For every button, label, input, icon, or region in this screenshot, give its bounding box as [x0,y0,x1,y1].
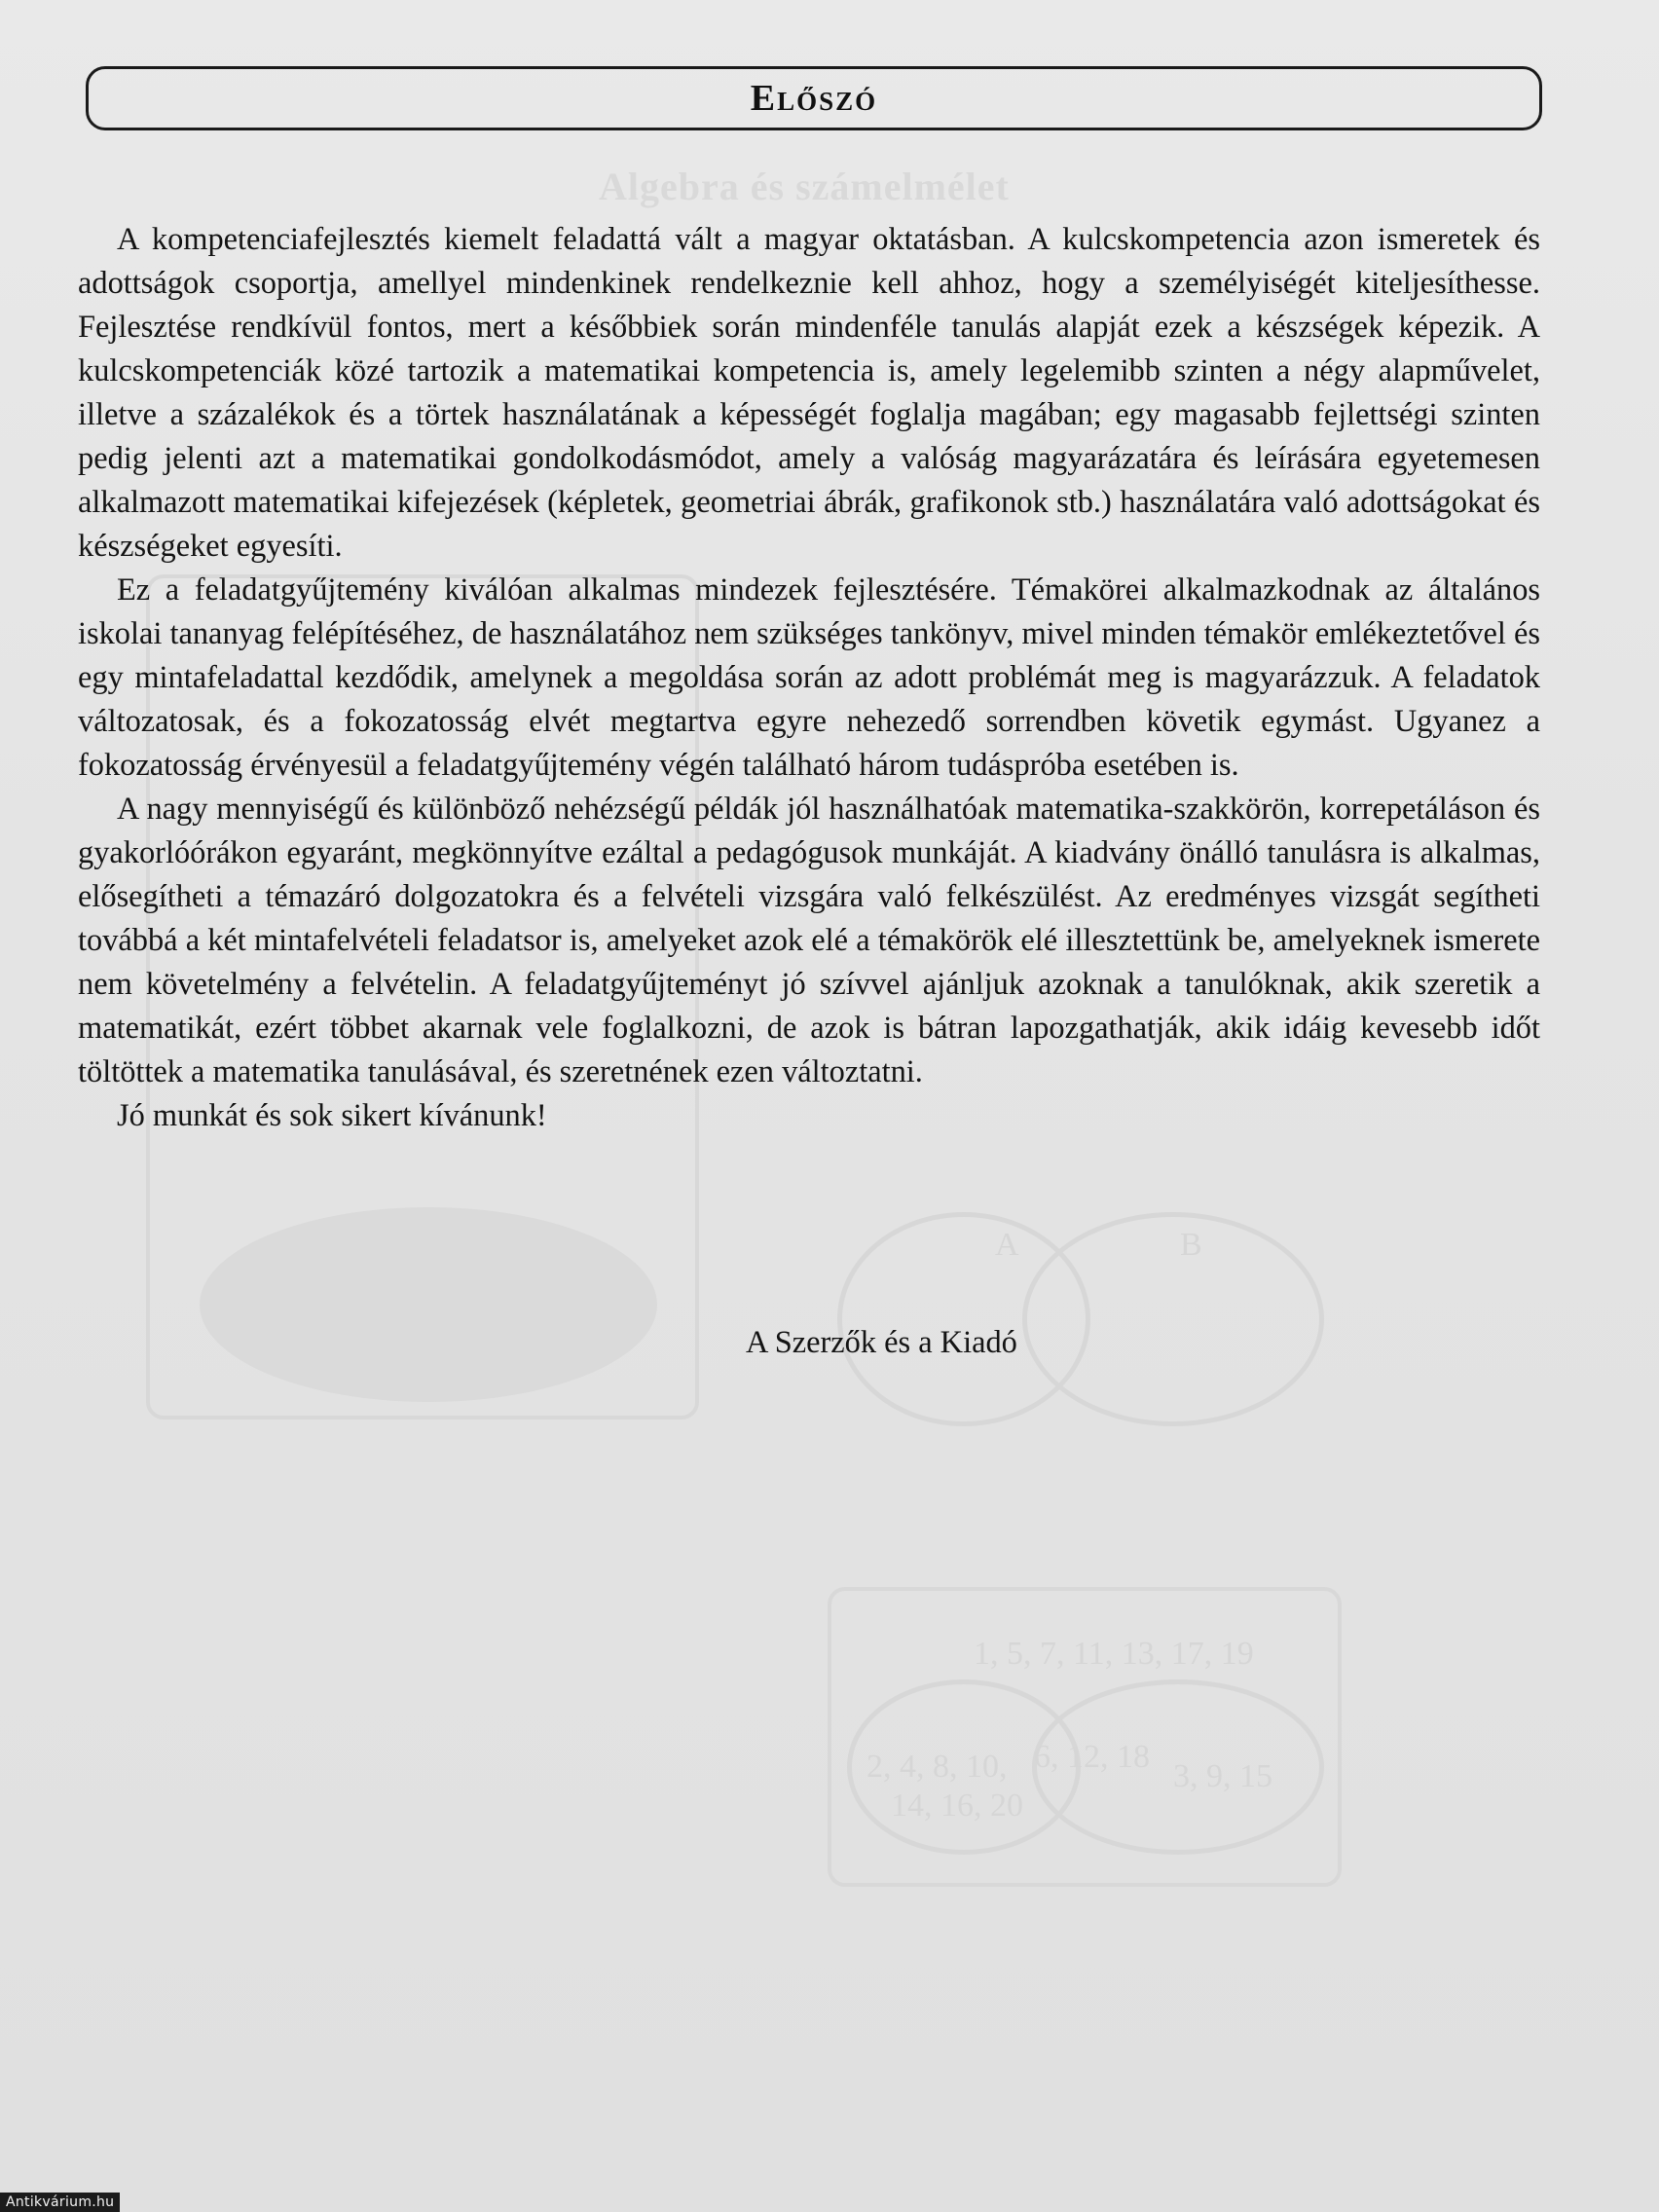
show-through-set-b-values: 3, 9, 15 [1173,1758,1272,1794]
title-frame [86,66,1542,130]
show-through-set-a-values: 2, 4, 8, 10, [866,1749,1008,1785]
paragraph: Ez a feladatgyűjtemény kiválóan alkalmas mindezek fejlesztésére. Témakörei alkalmazkodnak az általános iskolai tananyag felépítéséhez, de használatához nem szükséges tankönyv, mivel minden témakör emlékeztetővel és egy mintafeladattal kezdődik, amelynek a megoldása során az adott problémát meg is magyarázzuk. A feladatok változatosak, és a fokozatosság elvét megtartva egyre nehezedő sorrendben követik egymást. Ugyanez a fokozatosság érvényesül a feladatgyűjtemény végén található három tudáspróba esetében is. [78,572,1540,783]
signature: A Szerzők és a Kiadó [746,1325,1017,1360]
show-through-solid-ellipse [200,1207,657,1402]
foreword-body [78,218,1540,1138]
show-through-set-a-label: A [995,1227,1019,1263]
show-through-heading: Algebra és számelmélet [599,165,1010,208]
show-through-intersection-values: 6, 12, 18 [1034,1739,1150,1775]
show-through-set-b-label: B [1180,1227,1202,1263]
paragraph: A nagy mennyiségű és különböző nehézségű példák jól használhatóak matematika-szakkörön, korrepetáláson és gyakorlóórákon egyaránt, megkönnyítve ezáltal a pedagógusok munkáját. A kiadvány önálló tanulásra is alkalmas, elősegítheti a témazáró dolgozatokra és a felvételi vizsgára való felkészülést. Az eredményes vizsgát segítheti továbbá a két mintafelvételi feladatsor is, amelyeket azok elé a témakörök elé illesztettünk be, amelyeknek ismerete nem követelmény a felvételin. A feladatgyűjteményt jó szívvel ajánljuk azoknak a tanulóknak, akik szeretik a matematikát, ezért többet akarnak vele foglalkozni, de azok is bátran lapozgathatják, akik idáig kevesebb időt töltöttek a matematika tanulásával, és szeretnének ezen változtatni. [78,792,1540,1089]
page-title: Előszó [750,78,878,119]
paragraph: A kompetenciafejlesztés kiemelt feladattá vált a magyar oktatásban. A kulcskompetencia azon ismeretek és adottságok csoportja, amellyel mindenkinek rendelkeznie kell ahhoz, hogy a személyiségét kiteljesíthesse. Fejlesztése rendkívül fontos, mert a későbbiek során mindenféle tanulás alapját ezek a készségek képezik. A kulcskompetenciák közé tartozik a matematikai kompetencia is, amely legelemibb szinten a négy alapművelet, illetve a százalékok és a törtek használatának a képességét foglalja magában; egy magasabb fejlettségi szinten pedig jelenti azt a matematikai gondolkodásmódot, amely a valóság magyarázatára és leírására egyetemesen alkalmazott matematikai kifejezések (képletek, geometriai ábrák, grafikonok stb.) használatára való adottságokat és készségeket egyesíti. [78,222,1540,564]
show-through-set-a-values-2: 14, 16, 20 [891,1788,1023,1824]
watermark: Antikvárium.hu [0,2193,120,2212]
show-through-numbers-row: 1, 5, 7, 11, 13, 17, 19 [974,1636,1254,1672]
closing-line: Jó munkát és sok sikert kívánunk! [117,1098,547,1133]
show-through-ellipse-b [1022,1212,1324,1426]
